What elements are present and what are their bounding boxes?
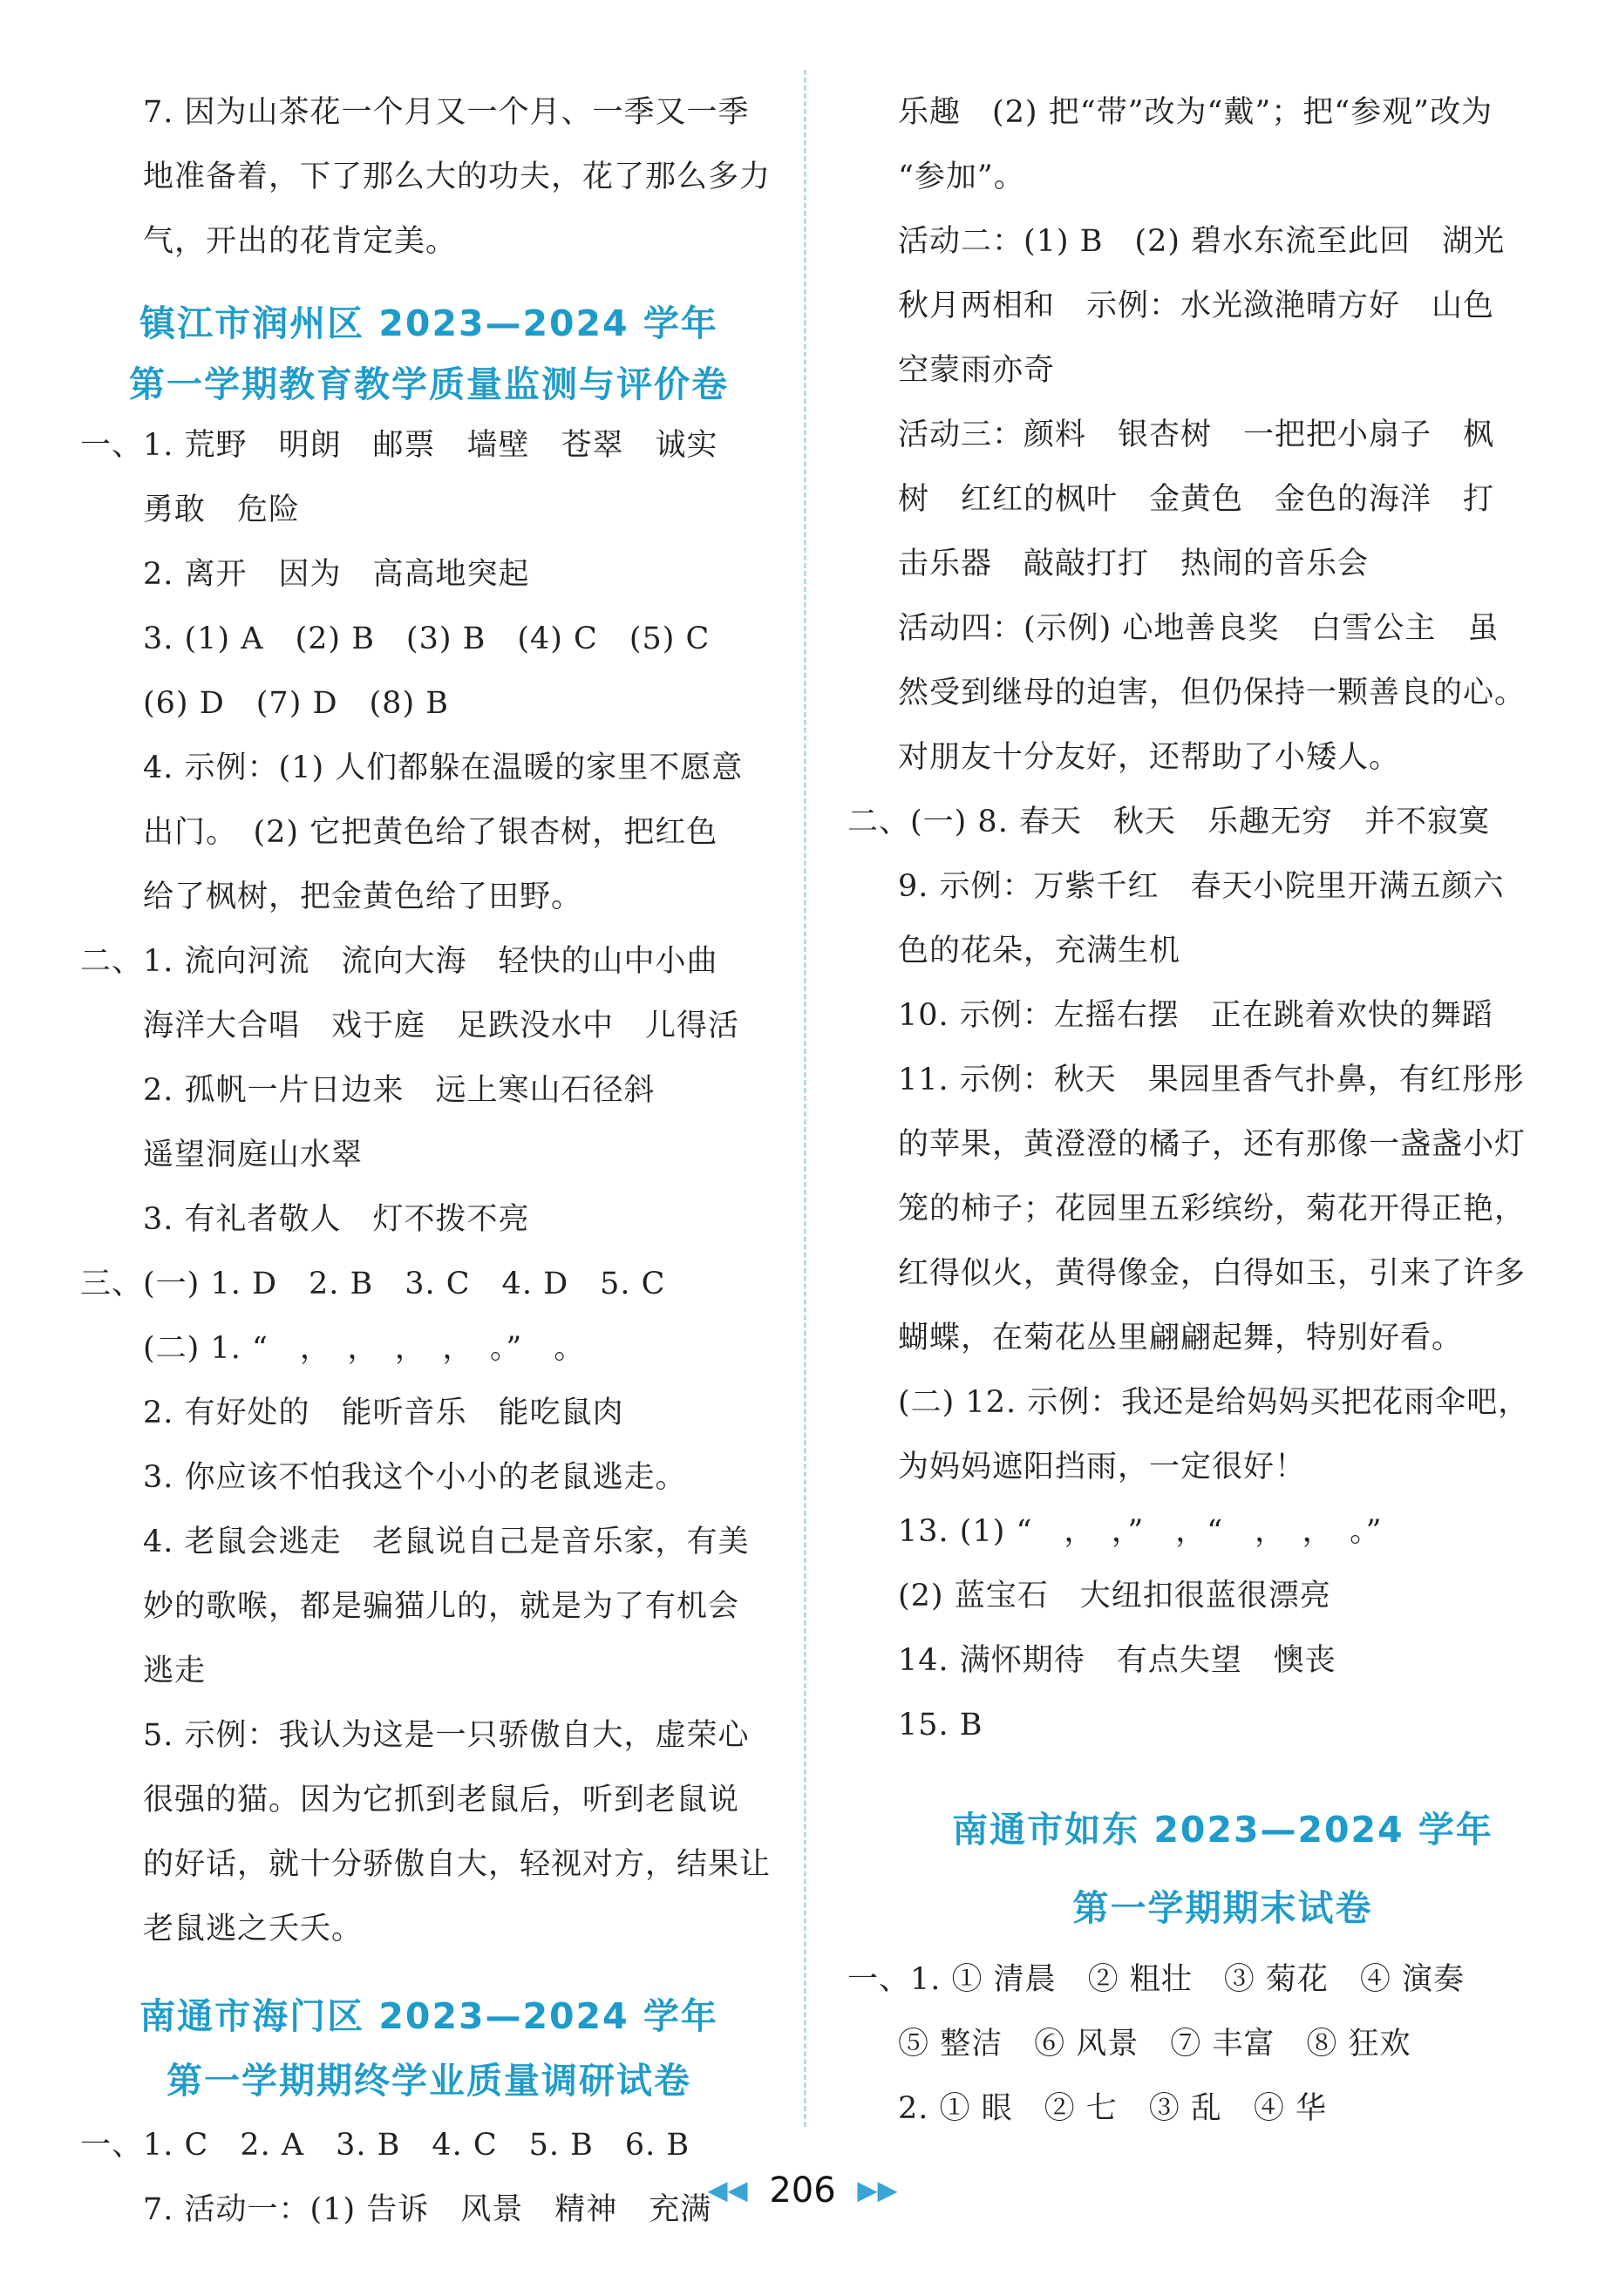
answer-line: 空蒙雨亦奇 (898, 353, 1056, 388)
answer-line: ⑤ 整洁 ⑥ 风景 ⑦ 丰富 ⑧ 狂欢 (898, 2027, 1411, 2062)
answer-line: 2. 孤帆一片日边来 远上寒山石径斜 (143, 1073, 656, 1108)
answer-line: 2. 有好处的 能听音乐 能吃鼠肉 (143, 1396, 624, 1430)
answer-line: 4. 示例：(1) 人们都躲在温暖的家里不愿意 (143, 751, 744, 785)
answer-line: 3. 有礼者敬人 灯不拨不亮 (143, 1202, 530, 1237)
answer-line: 二、(一) 8. 春天 秋天 乐趣无穷 并不寂寞 (847, 805, 1490, 839)
answer-line: 海洋大合唱 戏于庭 足跌没水中 儿得活 (143, 1009, 740, 1043)
answer-line: 的苹果，黄澄澄的橘子，还有那像一盏盏小灯 (898, 1127, 1527, 1162)
double-right-arrow-icon[interactable]: ▶▶ (857, 2175, 898, 2206)
answer-line: 对朋友十分友好，还帮助了小矮人。 (898, 740, 1401, 775)
answer-line: 二、1. 流向河流 流向大海 轻快的山中小曲 (80, 944, 718, 979)
answer-line: 然受到继母的迫害，但仍保持一颗善良的心。 (898, 676, 1527, 710)
answer-line: 勇敢 危险 (143, 492, 301, 527)
right-column (847, 80, 1547, 2141)
answer-line: 3. 你应该不怕我这个小小的老鼠逃走。 (143, 1460, 687, 1495)
answer-line: (二) 12. 示例：我还是给妈妈买把花雨伞吧， (898, 1385, 1530, 1420)
page-footer (0, 2169, 1605, 2211)
answer-line: 13. (1) “ ， ，” ，“ ， ， 。” (898, 1514, 1383, 1549)
answer-line: 活动二：(1) B (2) 碧水东流至此回 湖光 (898, 224, 1506, 259)
section-title: 南通市如东 2023—2024 学年 (952, 1809, 1493, 1851)
answer-line: 11. 示例：秋天 果园里香气扑鼻，有红彤彤 (898, 1063, 1525, 1097)
answer-line: 5. 示例：我认为这是一只骄傲自大，虚荣心 (143, 1718, 750, 1753)
answer-line: 地准备着，下了那么大的功夫，花了那么多力 (143, 160, 772, 194)
answer-line: 4. 老鼠会逃走 老鼠说自己是音乐家，有美 (143, 1525, 750, 1559)
answer-line: 逃走 (143, 1654, 207, 1688)
answer-line: 老鼠逃之夭夭。 (143, 1912, 364, 1946)
answer-line: 红得似火，黄得像金，白得如玉，引来了许多 (898, 1256, 1527, 1291)
section-title: 南通市海门区 2023—2024 学年 (139, 1995, 718, 2037)
answer-line: 秋月两相和 示例：水光潋滟晴方好 山色 (898, 289, 1495, 323)
section-title: 镇江市润州区 2023—2024 学年 (139, 302, 718, 344)
answer-line: 一、1. ① 清晨 ② 粗壮 ③ 菊花 ④ 演奏 (847, 1962, 1466, 1997)
left-column (80, 80, 778, 2242)
answer-line: 出门。 (2) 它把黄色给了银杏树，把红色 (143, 815, 718, 850)
answer-line: 妙的歌喉，都是骗猫儿的，就是为了有机会 (143, 1589, 740, 1624)
column-divider (804, 70, 806, 2127)
answer-line: 活动四：(示例) 心地善良奖 白雪公主 虽 (898, 611, 1500, 646)
section-subtitle: 第一学期期末试卷 (1072, 1887, 1373, 1929)
answer-line: 一、1. C 2. A 3. B 4. C 5. B 6. B (80, 2128, 690, 2163)
answer-line: 2. ① 眼 ② 七 ③ 乱 ④ 华 (898, 2091, 1328, 2126)
answer-line: 蝴蝶，在菊花丛里翩翩起舞，特别好看。 (898, 1321, 1464, 1355)
answer-line: “参加”。 (898, 160, 1025, 194)
answer-line: 给了枫树，把金黄色给了田野。 (143, 880, 583, 914)
answer-line: 三、(一) 1. D 2. B 3. C 4. D 5. C (80, 1267, 666, 1301)
section-subtitle: 第一学期期终学业质量调研试卷 (167, 2060, 691, 2102)
answer-line: 色的花朵，充满生机 (898, 934, 1181, 968)
answer-line: (二) 1. “ ， ， ， ， 。” 。 (143, 1331, 586, 1366)
answer-line: 14. 满怀期待 有点失望 懊丧 (898, 1643, 1336, 1678)
answer-line: 7. 因为山茶花一个月又一个月、一季又一季 (143, 95, 750, 130)
answer-line: 击乐器 敲敲打打 热闹的音乐会 (898, 547, 1370, 581)
answer-line: 遥望洞庭山水翠 (143, 1138, 364, 1172)
answer-line: (2) 蓝宝石 大纽扣很蓝很漂亮 (898, 1579, 1331, 1613)
answer-line: 10. 示例：左摇右摆 正在跳着欢快的舞蹈 (898, 998, 1493, 1033)
answer-line: 9. 示例：万紫千红 春天小院里开满五颜六 (898, 869, 1505, 904)
answer-line: 一、1. 荒野 明朗 邮票 墙壁 苍翠 诚实 (80, 428, 718, 463)
answer-line: 的好话，就十分骄傲自大，轻视对方，结果让 (143, 1847, 772, 1882)
answer-line: 笼的柿子；花园里五彩缤纷，菊花开得正艳， (898, 1192, 1527, 1226)
double-left-arrow-icon[interactable]: ◀◀ (707, 2175, 748, 2206)
answer-line: 乐趣 (2) 把“带”改为“戴”；把“参观”改为 (898, 95, 1493, 130)
section-subtitle: 第一学期教育教学质量监测与评价卷 (129, 363, 729, 405)
answer-line: 为妈妈遮阳挡雨，一定很好！ (898, 1450, 1307, 1484)
answer-line: 15. B (898, 1708, 983, 1742)
answer-line: 气，开出的花肯定美。 (143, 224, 458, 259)
answer-line: (6) D (7) D (8) B (143, 686, 449, 721)
answer-line: 很强的猫。因为它抓到老鼠后，听到老鼠说 (143, 1783, 740, 1817)
answer-line: 3. (1) A (2) B (3) B (4) C (5) C (143, 622, 711, 656)
answer-line: 树 红红的枫叶 金黄色 金色的海洋 打 (898, 482, 1495, 517)
answer-line: 7. 活动一：(1) 告诉 风景 精神 充满 (143, 2192, 712, 2227)
answer-line: 活动三：颜料 银杏树 一把把小扇子 枫 (898, 418, 1495, 452)
page-number: 206 (769, 2170, 836, 2211)
answer-line: 2. 离开 因为 高高地突起 (143, 557, 530, 592)
